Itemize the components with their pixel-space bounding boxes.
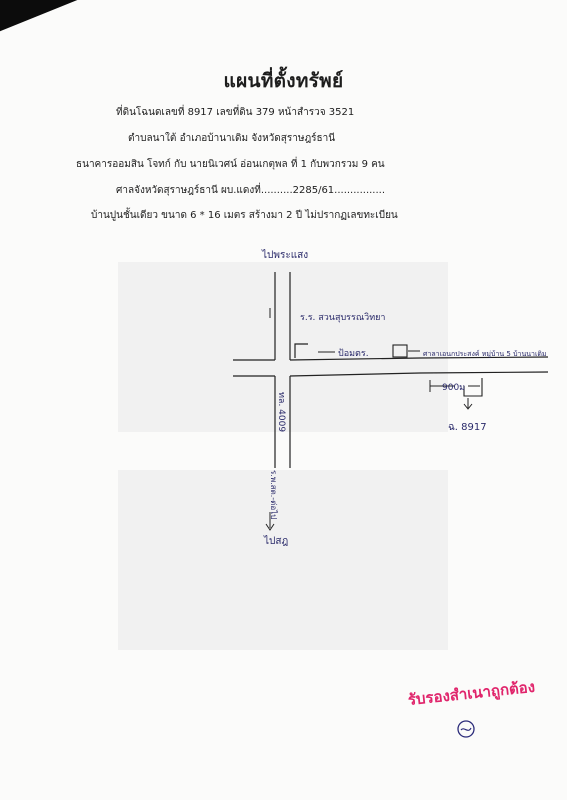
school-label: ร.ร. สวนสุบรรณวิทยา [300,313,386,323]
road-number-label: ทล. 4009 [276,392,286,433]
parcel-label: ฉ. 8917 [448,422,487,433]
location-line: ตำบลนาใต้ อำเภอบ้านาเดิม จังหวัดสุราษฎร์ธานี [128,133,336,144]
page-title: แผนที่ตั้งทรัพย์ [223,70,344,92]
north-label: ไปพระแสง [262,250,309,261]
school-building [295,344,308,358]
case-parties-line: ธนาคารออมสิน โจทก์ กับ นายนิเวศน์ อ่อนเกตุพล ที่ 1 กับพวกรวม 9 คน [76,159,385,170]
distance-label: 900ม [442,383,466,393]
police-post-box [393,345,407,357]
parcel-box [464,378,482,396]
cross-road-bottom-east [290,372,548,376]
south-label: ไปสฎ [264,536,289,547]
court-line: ศาลจังหวัดสุราษฎร์ธานี ผบ.แดงที่..........2285/61................ [116,185,386,196]
deed-line: ที่ดินโฉนดเลขที่ 8917 เลขที่ดิน 379 หน้าสำรวจ 3521 [116,107,355,118]
community-hall-label: ศาลาเอนกประสงค์ หมู่บ้าน 5 บ้านนาเดิม [423,350,547,358]
building-line: บ้านปูนชั้นเดียว ขนาด 6 * 16 เมตร สร้างมา 2 ปี ไม่ปรากฏเลขทะเบียน [91,210,398,221]
certified-copy-stamp: รับรองสำเนาถูกต้อง [407,677,536,709]
road-direction-label: ร.พ.สต.-ต่อไป [269,470,278,520]
police-post-label: ป้อมตร. [338,349,369,359]
signature-mark [455,718,477,740]
